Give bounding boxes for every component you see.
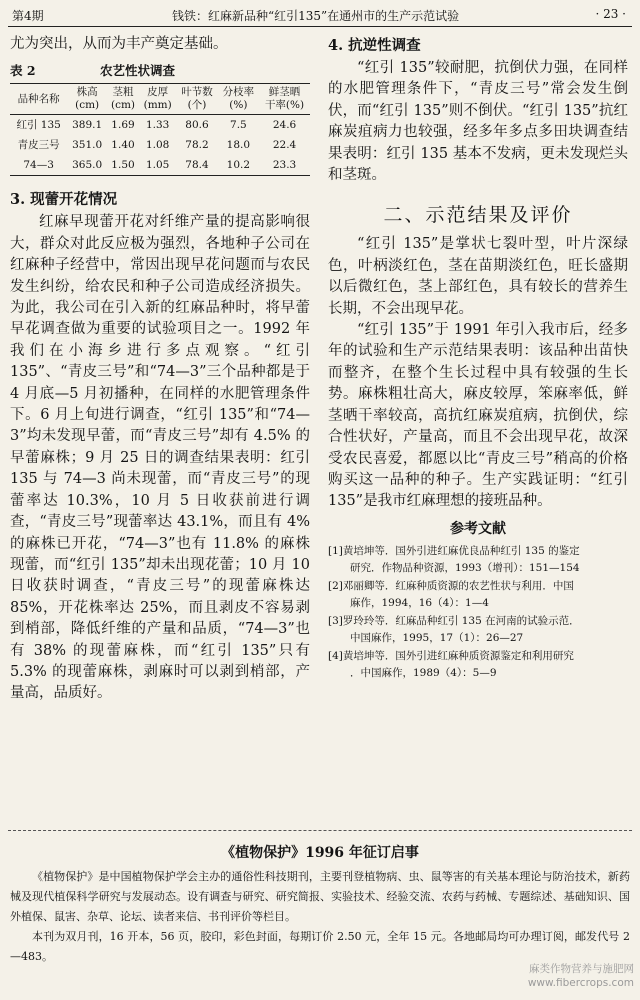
section-3-body: 红麻早现蕾开花对纤维产量的提高影响很大，群众对此反应极为强烈，各地种子公司在红麻种子经营中，常因出现早花问题而与农民发生纠纷，给农民和种子公司造成经济损失。为此，我公司在引入新的红麻品种时，将早蕾早花调查做为重要的试验项目之一。1992 年我们在小海乡进行多点观察。“红引 135”、“青皮三号”和“74—3”三个品种都是于 4 月底—5 月初播种，在同样的水肥管理条件下。6 月上旬进行调查，“红引 135”和“74—3”均未发现早蕾，而“青皮三号”却有 4.5% 的早蕾麻株；9 月 25 日的调查结果表明：红引 135 与 74—3 尚未现蕾，而“青皮三号”的现蕾率达 10.3%，10 月 5 日收获前进行调查，“青皮三号”现蕾率达 43.1%，而且有 4% 的麻株已开花，“74—3”也有 11.8% 的麻株现蕾，而“红引 135”却未出现花蕾；10 月 10 日收获时调查，“青皮三号”的现蕾麻株达 85%，开花株率达 25%，而且剥皮不容易剥到梢部，降低纤维的产量和品质，“74—3”也有 38% 的现蕾麻株，而“红引 135”只有 5.3% 的现蕾麻株，剥麻时可以剥到梢部，产量高，品质好。: [10, 214, 310, 702]
col-header: 叶节数 (个): [176, 84, 217, 115]
section-4-title: 4. 抗逆性调查: [328, 37, 421, 54]
table-cell: 365.0: [67, 155, 107, 176]
col-header: 鲜茎晒 干率(%): [259, 84, 310, 115]
table-cell: 1.40: [111, 139, 135, 152]
agronomic-traits-table: [10, 83, 310, 176]
notice-body: 《植物保护》是中国植物保护学会主办的通俗性科技期刊，主要刊登植物病、虫、鼠等害的有关基本理论与防治技术，新药械及现代植保科学研究与发展动态。设有调查与研究、研究简报、实验技术、经验交流、农药与药械、专题综述、基础知识、国外植保、鼠害、杂草、论坛、读者来信、书刊评价等栏目。: [10, 870, 630, 923]
col-header: 株高 (cm): [67, 84, 107, 115]
notice-title: 《植物保护》1996 年征订启事: [221, 845, 419, 861]
page-number: · 23 ·: [595, 7, 626, 21]
table-header-row: [10, 84, 310, 115]
table-cell: 351.0: [72, 139, 103, 152]
table-cell: 74—3: [10, 155, 67, 176]
section-4-body: “红引 135”较耐肥，抗倒伏力强，在同样的水肥管理条件下，“青皮三号”常会发生倒伏，而“红引 135”则不倒伏。“红引 135”抗红麻炭疽病力也较强，经多年多点多田块调查结果表明：红引 135 基本不发病，更未发现烂头和茎斑。: [328, 60, 628, 184]
table-cell: 10.2: [218, 155, 259, 176]
running-title: 钱铁：红麻新品种“红引135”在通州市的生产示范试验: [172, 9, 460, 23]
table-cell: 389.1: [72, 119, 103, 132]
reference-item: [2]邓丽卿等．红麻种质资源的农艺性状与利用．中国 麻作，1994，16（4）：1—4: [328, 579, 574, 609]
table-row: [10, 155, 310, 176]
left-column: [10, 34, 310, 705]
table-cell: 78.2: [185, 139, 209, 152]
table-cell: 24.6: [272, 119, 297, 132]
issue-number: 第4期: [12, 9, 44, 23]
col-header: 分枝率 (%): [218, 84, 259, 115]
carry-over-text: 尤为突出，从而为丰产奠定基础。: [10, 36, 228, 52]
table-row: [10, 115, 310, 136]
site-watermark: [528, 962, 634, 990]
table-cell: 青皮三号: [17, 139, 60, 152]
table-cell: 红引 135: [16, 119, 61, 132]
table-cell: 23.3: [259, 155, 310, 176]
table-cell: 78.4: [176, 155, 217, 176]
header-rule: [8, 26, 632, 27]
table-cell: 7.5: [230, 119, 247, 132]
table-cell: 1.05: [139, 155, 176, 176]
section-2-heading: 二、示范结果及评价: [383, 204, 573, 227]
references-title: 参考文献: [450, 520, 506, 537]
col-header: 品种名称: [10, 84, 67, 115]
reference-item: [4]黄培坤等．国外引进红麻种质资源鉴定和利用研究 ．中国麻作，1989（4）：5—9: [328, 649, 574, 679]
right-column: [328, 34, 628, 683]
table-cell: 1.69: [111, 119, 135, 132]
table-cell: 18.0: [226, 139, 251, 152]
leaf-description-paragraph: “红引 135”是掌状七裂叶型，叶片深绿色，叶柄淡红色，茎在苗期淡红色，旺长盛期以后微红色，茎上部红色，具有较长的营养生长期，不会出现早花。: [328, 236, 628, 317]
subscription-notice: [10, 843, 630, 967]
table-cell: 22.4: [272, 139, 297, 152]
section-3-title: 3. 现蕾开花情况: [10, 191, 118, 209]
table-caption: 农艺性状调查: [100, 63, 176, 79]
table-row: [10, 135, 310, 155]
watermark-site-name: 麻类作物营养与施肥网: [529, 963, 634, 975]
reference-item: [3]罗玲玲等．红麻品种红引 135 在河南的试验示范． 中国麻作，1995，17（1）：26—27: [328, 614, 580, 644]
table-cell: 80.6: [185, 119, 209, 132]
table-cell: 1.33: [145, 119, 170, 132]
table-cell: 1.50: [107, 155, 139, 176]
section-divider: [8, 830, 632, 831]
table-title: [10, 61, 310, 79]
col-header: 茎粗 (cm): [107, 84, 139, 115]
reference-item: [1]黄培坤等．国外引进红麻优良品种红引 135 的鉴定 研究．作物品种资源，1993（增刊）：151—154: [328, 544, 580, 574]
table-label: 表 2: [10, 63, 36, 79]
table-cell: 1.08: [145, 139, 170, 152]
col-header: 皮厚 (mm): [139, 84, 176, 115]
notice-pricing: 本刊为双月刊，16 开本，56 页，胶印，彩色封面，每期订价 2.50 元，全年 15 元。各地邮局均可办理订阅，邮发代号 2—483。: [10, 930, 630, 963]
running-header: [0, 0, 640, 28]
watermark-url: www.fibercrops.com: [527, 977, 634, 989]
demonstration-results-paragraph: “红引 135”于 1991 年引入我市后，经多年的试验和生产示范结果表明：该品种出苗快而整齐，在整个生长过程中具有较强的生长势。麻株粗壮高大，麻皮较厚，笨麻率低，鲜茎晒干率较高，高抗红麻炭疽病，抗倒伏，综合性状好，产量高，而且不会出现早花，故深受农民喜爱，都愿以比“青皮三号”稍高的价格购买这一品种的种子。生产实践证明：“红引 135”是我市红麻理想的接班品种。: [328, 322, 628, 510]
